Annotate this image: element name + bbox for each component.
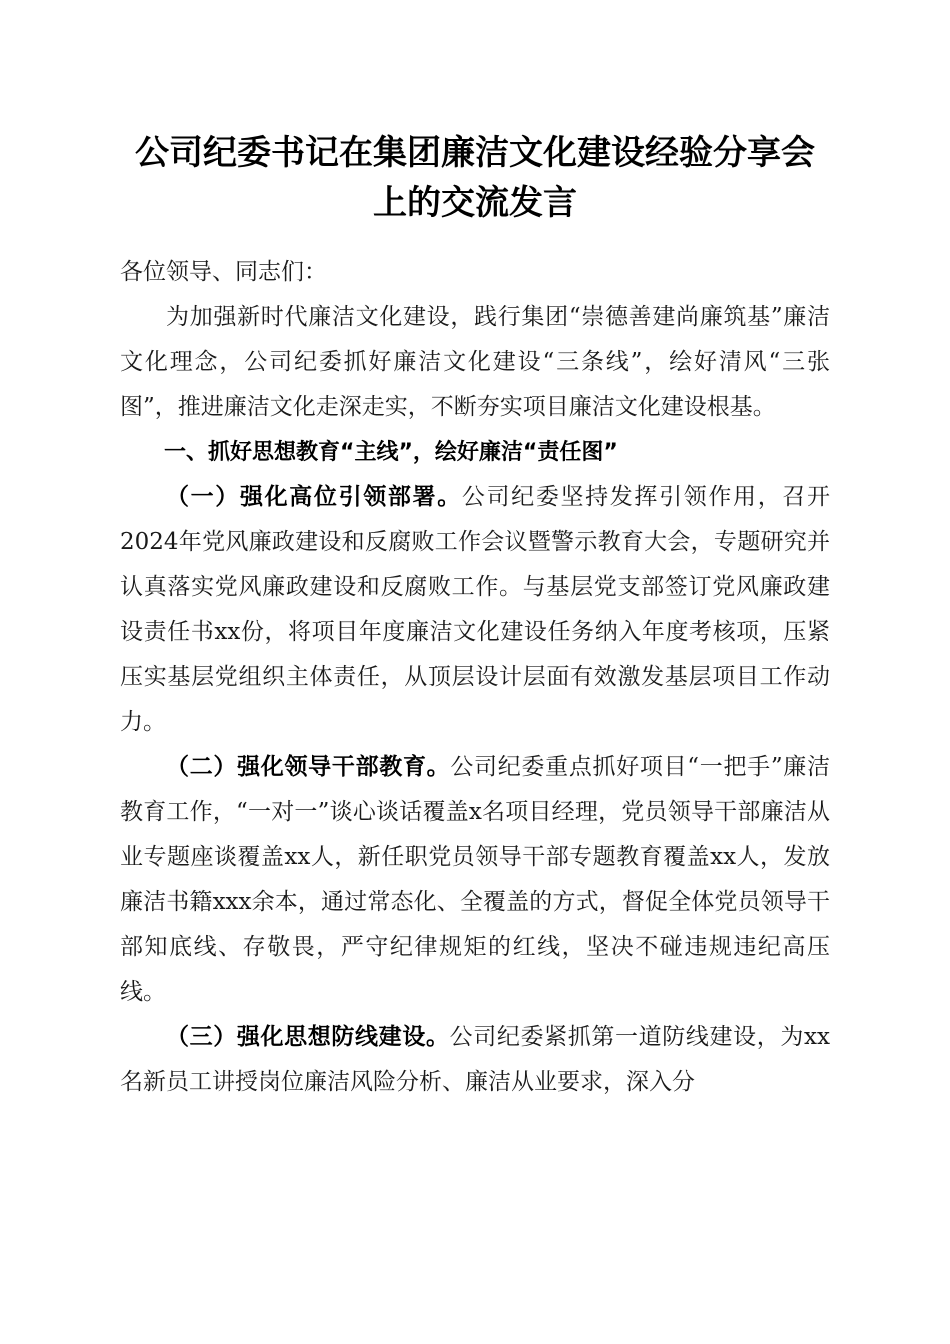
intro-paragraph: 为加强新时代廉洁文化建设，践行集团“崇德善建尚廉筑基”廉洁文化理念，公司纪委抓好廉洁文化建设“三条线”，绘好清风“三张图”，推进廉洁文化走深走实，不断夯实项目廉洁文化建设根基。	[120, 304, 830, 420]
title-line-1: 公司纪委书记在集团廉洁文化建设经验分享会	[135, 133, 815, 173]
document-body	[120, 250, 830, 1105]
paragraph-1-label: （一）强化高位引领部署。	[166, 484, 462, 510]
paragraph-3	[120, 1015, 830, 1105]
paragraph-1-text: 公司纪委坚持发挥引领作用，召开2024年党风廉政建设和反腐败工作会议暨警示教育大会，专题研究并认真落实党风廉政建设和反腐败工作。与基层党支部签订党风廉政建设责任书xx份，将项目年度廉洁文化建设任务纳入年度考核项，压紧压实基层党组织主体责任，从顶层设计层面有效激发基层项目工作动力。	[120, 484, 831, 735]
page-title	[100, 128, 850, 228]
paragraph-2-text: 公司纪委重点抓好项目“一把手”廉洁教育工作，“一对一”谈心谈话覆盖x名项目经理，党员领导干部廉洁从业专题座谈覆盖xx人，新任职党员领导干部专题教育覆盖xx人，发放廉洁书籍xxx余本，通过常态化、全覆盖的方式，督促全体党员领导干部知底线、存敬畏，严守纪律规矩的红线，坚决不碰违规违纪高压线。	[120, 754, 830, 1005]
paragraph-3-text: 公司纪委紧抓第一道防线建设，为xx名新员工讲授岗位廉洁风险分析、廉洁从业要求，深入分	[120, 1024, 830, 1095]
paragraph-3-label: （三）强化思想防线建设。	[166, 1024, 450, 1050]
paragraph-1	[120, 475, 830, 745]
paragraph-2-label: （二）强化领导干部教育。	[166, 754, 451, 780]
paragraph-2	[120, 745, 830, 1015]
title-line-2: 上的交流发言	[373, 183, 577, 223]
salutation: 各位领导、同志们：	[120, 259, 327, 285]
section-heading-1: 一、抓好思想教育“主线”，绘好廉洁“责任图”	[164, 440, 618, 465]
